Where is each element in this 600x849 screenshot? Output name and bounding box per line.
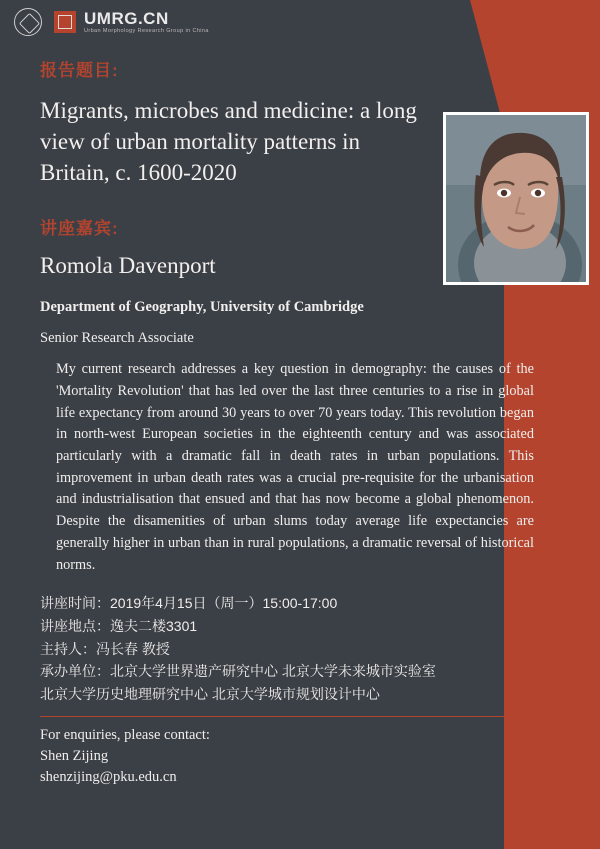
logo-main-text: UMRG [84,8,138,28]
poster-content [40,56,560,788]
logo-suffix-text: .CN [137,8,169,28]
guest-label: 讲座嘉宾: [40,219,119,239]
talk-abstract: My current research addresses a key question in demography: the causes of the 'Mortality Revolution' that has led over the last three centuries to a rise in global life expectancy from around 30 years to over 70 years today. This revolution began in north-west European societies in the eighteenth century and was associated particularly with a dramatic fall in death rates in urban populations. This improvement in urban death rates was a crucial pre-requisite for the urbanisation and industrialisation that ensued and that has now become a global phenomenon. Despite the disamenities of urban slums today average life expectancies are generally higher in urban than in rural populations, a dramatic reversal of historical norms. [56,361,534,573]
contact-intro: For enquiries, please contact: [40,726,210,743]
umrg-logo-text [84,10,209,35]
contact-block [40,725,560,788]
event-organizers-line-1: 承办单位：北京大学世界遗产研究中心 北京大学未来城市实验室 [40,663,436,680]
event-host: 主持人：冯长春 教授 [40,640,170,657]
logo-sub-label: Urban Morphology Research Group in China [84,27,209,34]
umrg-mark-icon [54,11,76,33]
speaker-affiliation: Department of Geography, University of Cambridge [40,299,364,316]
logo-main-label [84,10,209,28]
topic-label: 报告题目: [40,61,119,80]
university-seal-icon [14,8,42,36]
talk-title: Migrants, microbes and medicine: a long view of urban mortality patterns in Britain, c. 1600-2020 [40,98,417,186]
contact-email[interactable]: shenzijing@pku.edu.cn [40,768,177,785]
event-organizers-line-2: 北京大学历史地理研究中心 北京大学城市规划设计中心 [40,686,380,703]
poster-header [0,0,600,44]
footer-divider [40,716,560,717]
event-time: 讲座时间：2019年4月15日（周一）15:00-17:00 [40,595,338,612]
speaker-name: Romola Davenport [40,253,216,279]
event-details [40,592,560,705]
event-place: 讲座地点：逸夫二楼3301 [40,618,198,634]
contact-name: Shen Zijing [40,747,109,764]
speaker-position: Senior Research Associate [40,330,194,347]
